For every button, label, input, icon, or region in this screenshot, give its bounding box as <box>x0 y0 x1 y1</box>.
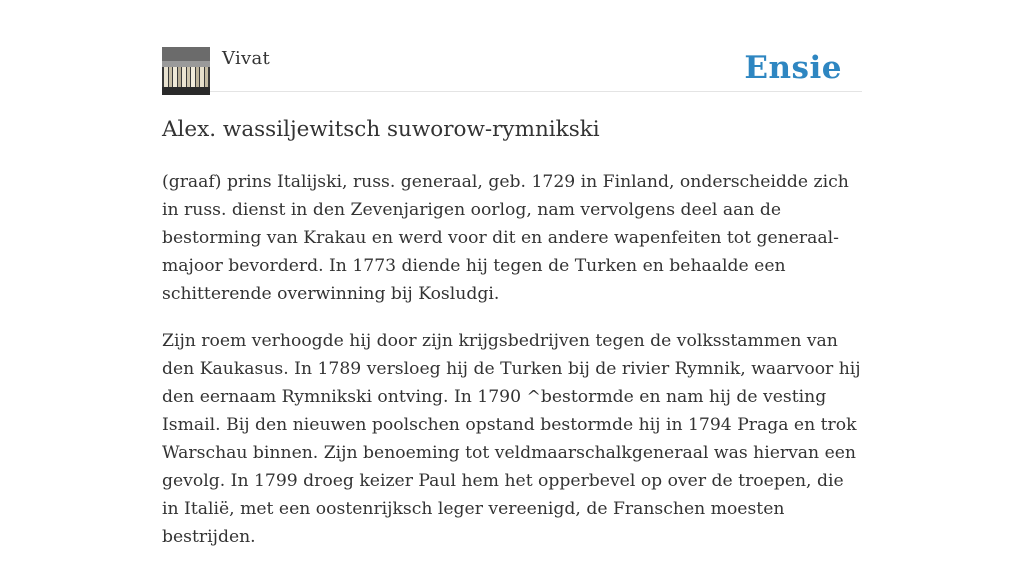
source-name[interactable]: Vivat <box>222 48 271 69</box>
bookshelf-image <box>162 47 210 95</box>
entry-title: Alex. wassiljewitsch suworow-rymnikski <box>162 117 600 142</box>
source-avatar[interactable] <box>162 47 210 95</box>
brand-logo[interactable]: Ensie <box>744 50 842 86</box>
entry-paragraph: (graaf) prins Italijski, russ. generaal, geb. 1729 in Finland, onderscheidde zich in russ. dienst in den Zevenjarigen oorlog, nam vervolgens deel aan de bestorming van Krakau en werd voor dit en andere wapenfeiten tot generaal-majoor bevorderd. In 1773 diende hij tegen de Turken en behaalde een schitterende overwinning bij Kosludgi. <box>162 172 849 304</box>
entry-paragraph: Zijn roem verhoogde hij door zijn krijgsbedrijven tegen de volksstammen van den Kaukasus. In 1789 versloeg hij de Turken bij de rivier Rymnik, waarvoor hij den eernaam Rymnikski ontving. In 1790 ^bestormde en nam hij de vesting Ismail. Bij den nieuwen poolschen opstand bestormde hij in 1794 Praga en trok Warschau binnen. Zijn benoeming tot veldmaarschalkgeneraal was hiervan een gevolg. In 1799 droeg keizer Paul hem het opperbevel op over de troepen, die in Italië, met een oostenrijksch leger vereenigd, de Franschen moesten bestrijden. <box>162 331 861 547</box>
entry-body <box>162 168 862 570</box>
entry-header <box>162 46 862 92</box>
